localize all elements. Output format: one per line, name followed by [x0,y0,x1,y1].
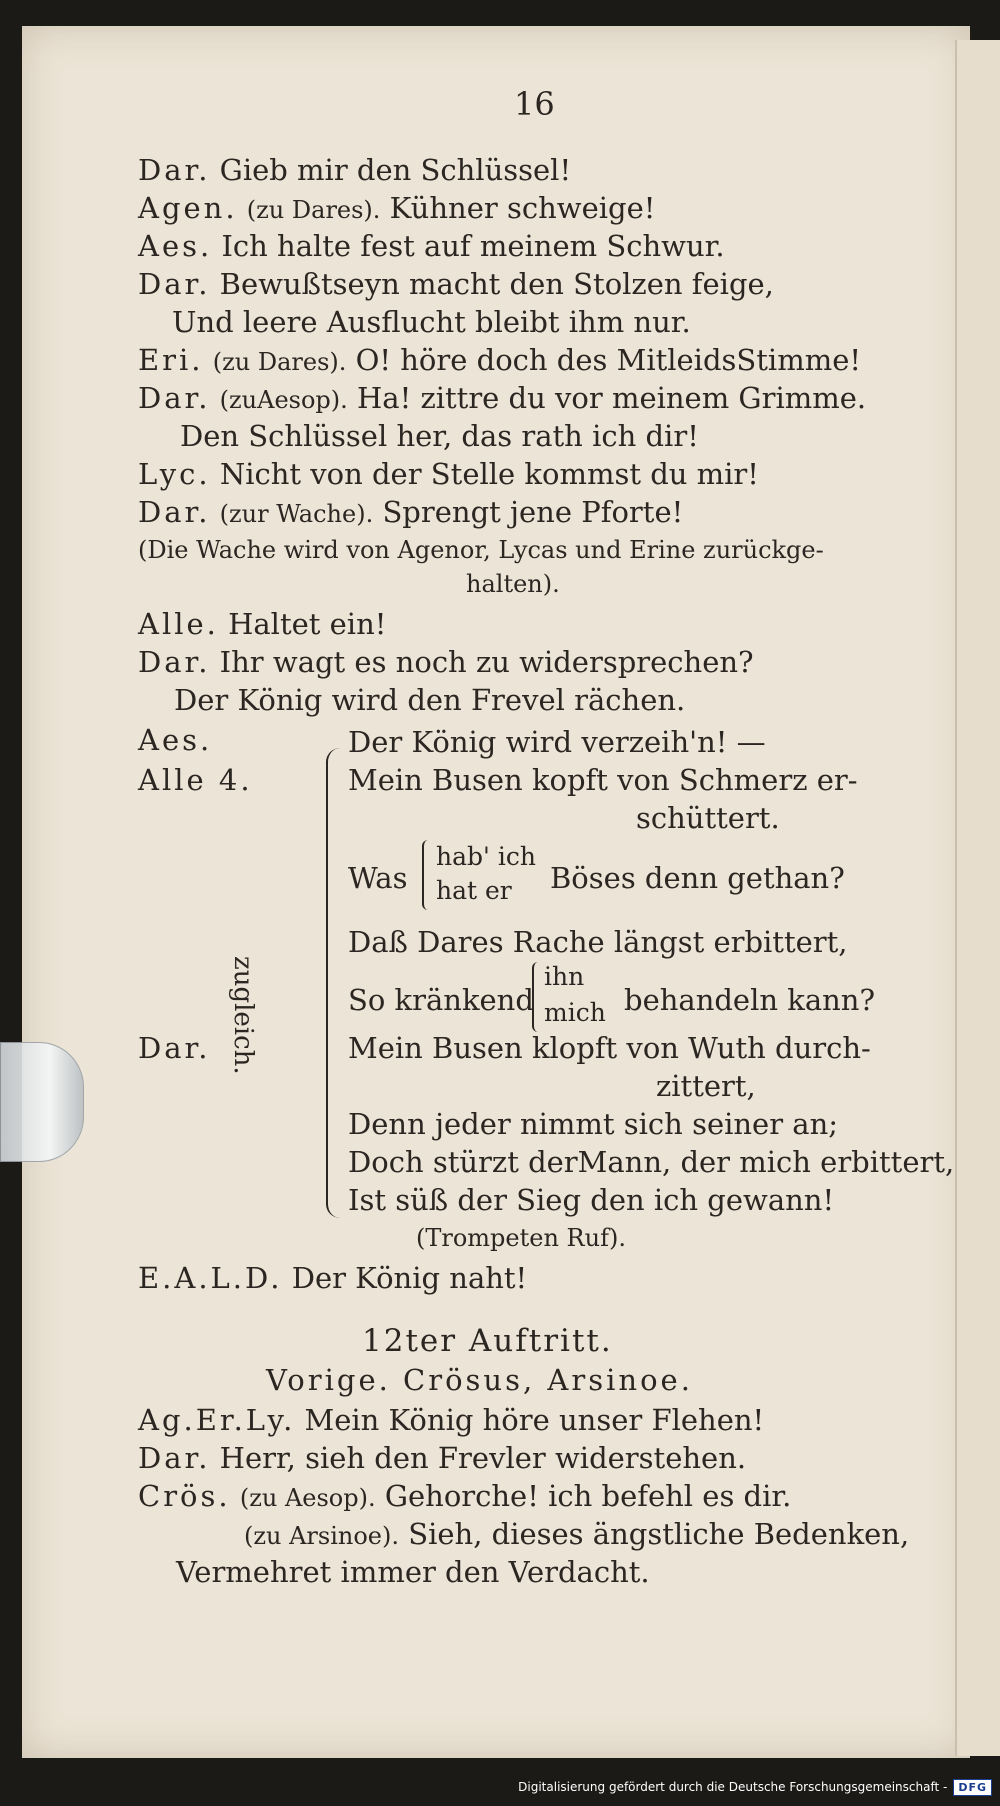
ensemble-line: zittert, [656,1069,756,1103]
dialogue-line [172,305,691,339]
stage-direction: halten). [466,570,560,598]
stage-direction: (zuAesop). [219,386,348,414]
line-text: Gehorche! ich befehl es dir. [384,1479,792,1513]
speaker: Aes. [138,723,213,757]
ensemble-line: Daß Dares Rache längst erbittert, [348,925,848,959]
line-text: Sprengt jene Pforte! [382,495,684,529]
speaker: Dar. [138,1441,211,1475]
ensemble-line: Mein Busen klopft von Wuth durch- [348,1031,871,1065]
ensemble-brace [326,748,346,1218]
line-text: Sieh, dieses ängstliche Bedenken, [408,1517,910,1551]
dialogue-line [244,1517,910,1551]
stage-direction: (zu Dares). [212,348,347,376]
speaker: Aes. [138,229,213,263]
dialogue-line [138,495,684,529]
dialogue-line [138,1479,792,1513]
line-text: Den Schlüssel her, das rath ich dir! [180,419,699,453]
adjacent-page-edge [955,40,1000,1756]
speaker: Alle 4. [138,763,253,797]
ensemble-line-prefix: Was [348,861,408,895]
option-text: mich [544,998,606,1027]
line-text: Ihr wagt es noch zu widersprechen? [219,645,754,679]
ensemble-line: Mein Busen kopft von Schmerz er- [348,763,858,797]
stage-direction: (zu Arsinoe). [244,1522,399,1550]
digitization-footer [518,1772,992,1802]
dialogue-line [138,267,774,301]
option-brace [422,840,432,910]
dialogue-line [138,153,572,187]
ensemble-line-suffix: Böses denn gethan? [550,861,845,895]
speaker: Crös. [138,1479,231,1513]
stage-direction: (zur Wache). [219,500,374,528]
dialogue-line [138,229,725,263]
dialogue-line [138,1441,747,1475]
line-text: Mein König höre unser Flehen! [304,1403,765,1437]
dialogue-line [138,457,759,491]
line-text: Vermehret immer den Verdacht. [176,1555,650,1589]
line-text: Gieb mir den Schlüssel! [219,153,572,187]
speaker: Lyc. [138,457,211,491]
stage-direction: (Die Wache wird von Agenor, Lycas und Erine zurückge- [138,536,824,564]
speaker: Eri. [138,343,204,377]
line-text: Haltet ein! [228,607,387,641]
page-clip [0,1042,84,1162]
scene-cast: Vorige. Crösus, Arsinoe. [266,1363,693,1397]
dialogue-line [138,343,862,377]
book-page [22,26,970,1758]
ensemble-line: Der König wird verzeih'n! — [348,725,766,759]
speaker: Agen. [138,191,238,225]
ensemble-line: Ist süß der Sieg den ich gewann! [348,1183,835,1217]
speaker: Dar. [138,495,211,529]
stage-direction: (zu Aesop). [239,1484,376,1512]
option-text: hab' ich [436,842,536,871]
line-text: Kühner schweige! [389,191,656,225]
ensemble-line-suffix: behandeln kann? [624,983,876,1017]
speaker: E.A.L.D. [138,1261,283,1295]
speaker: Ag.Er.Ly. [138,1403,296,1437]
line-text: Bewußtseyn macht den Stolzen feige, [219,267,774,301]
ensemble-line: Denn jeder nimmt sich seiner an; [348,1107,839,1141]
line-text: O! höre doch des MitleidsStimme! [355,343,862,377]
stage-direction: (Trompeten Ruf). [416,1224,626,1252]
dialogue-line [138,191,656,225]
dfg-logo: DFG [953,1779,992,1796]
option-text: ihn [544,962,585,991]
dialogue-line [180,419,699,453]
footer-text: Digitalisierung gefördert durch die Deutsche Forschungsgemeinschaft - [518,1780,948,1794]
ensemble-line: Doch stürzt derMann, der mich erbittert, [348,1145,955,1179]
line-text: Ich halte fest auf meinem Schwur. [221,229,725,263]
line-text: Der König naht! [291,1261,528,1295]
stage-direction: (zu Dares). [246,196,381,224]
line-text: Herr, sieh den Frevler widerstehen. [219,1441,747,1475]
speaker: Alle. [138,607,219,641]
speaker: Dar. [138,267,211,301]
page-number: 16 [514,85,555,123]
dialogue-line [138,381,867,415]
speaker: Dar. [138,381,211,415]
dialogue-line [138,607,387,641]
line-text: Der König wird den Frevel rächen. [174,683,686,717]
zugleich-label: zugleich. [228,956,258,1075]
speaker: Dar. [138,1031,211,1065]
line-text: Ha! zittre du vor meinem Grimme. [357,381,867,415]
dialogue-line [138,1261,528,1295]
option-brace [532,962,542,1032]
ensemble-line-prefix: So kränkend [348,983,534,1017]
dialogue-line [138,645,754,679]
speaker: Dar. [138,153,211,187]
scene-title: 12ter Auftritt. [362,1323,613,1359]
dialogue-line [176,1555,650,1589]
dialogue-line [138,1403,765,1437]
line-text: Nicht von der Stelle kommst du mir! [219,457,759,491]
speaker: Dar. [138,645,211,679]
line-text: Und leere Ausflucht bleibt ihm nur. [172,305,691,339]
option-text: hat er [436,876,512,905]
dialogue-line [174,683,686,717]
ensemble-line: schüttert. [636,801,780,835]
